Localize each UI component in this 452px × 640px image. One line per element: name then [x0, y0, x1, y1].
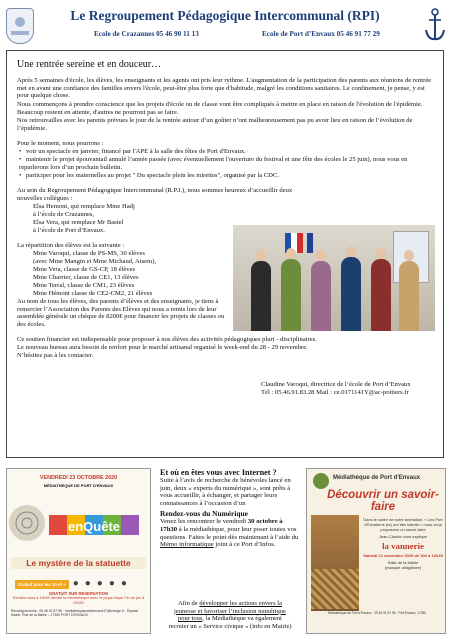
rpi-intro: Au sein du Regroupement Pédagogique Intercommunal (R.P.I.), nous sommes heureux d’accueillir deux nouvelles collègues :: [17, 187, 293, 202]
weave-photo: [311, 569, 359, 609]
colleague-line: à l’école de Port d’Envaux.: [33, 227, 105, 234]
class-line: Mme Charrier, classe de CE1, 13 élèves: [33, 274, 139, 281]
poster-date: VENDREDI 23 OCTOBRE 2020: [39, 475, 118, 481]
poster-info: Renseignements : 05 46 91 87 96 · mediathequeportdenvaux17@orange.fr · Espace Mairie, Rue de la Mairie – 17350 PORT D'ENVAUX: [11, 609, 139, 618]
thanks-paragraph: Au nom de tous les élèves, des parents d’élèves et des enseignants, je tiens à remercier l’Association des Parents des Elèves qui nous a remis lors de leur assemblée générale un chèque de 8200€ pour financer les projets de classes ou des écoles.: [17, 298, 225, 328]
bureau-paragraph: Le nouveau bureau aura besoin de renfort pour le marché artisanal organisé le week-end du 28 - 29 novembre.: [17, 344, 308, 351]
poster-heading: Le mystère de la statuette: [11, 557, 146, 569]
civic-service-note: Afin de développer les actions envers la jeunesse et favoriser l’inclusion numérique pour tous, la Médiathèque va également recruter un « Service civique » (info en Mairie): [168, 600, 292, 630]
internet-subtitle: Rendez-vous du Numérique: [160, 509, 248, 519]
colleague-line: Elsa Hemont, qui remplace Mme Hadj: [33, 203, 135, 210]
class-line: Mme Hémont classe de CE2-CM2, 21 élèves: [33, 290, 153, 297]
paragraph-2: Nous commençons à prendre conscience que les projets d'école ou de classe vont être compliqués à mettre en place en raison de l'évolution de l'épidémie. Beaucoup restent en attente, d'autres ne pourront pas se faire.: [17, 101, 423, 116]
internet-column: [160, 468, 300, 549]
class-line: Mme Varoqui, classe de PS-MS, 30 élèves: [33, 250, 145, 257]
poster-savoir-faire: [306, 468, 446, 634]
enquete-banner: [9, 501, 148, 555]
article-title: Une rentrée sereine et en douceur…: [17, 59, 162, 70]
internet-title: Et où en êtes vous avec Internet ?: [160, 468, 277, 477]
list-item: • voir un spectacle en janvier, financé par l'APE à la salle des fêtes de Port d'Envaux.: [19, 148, 246, 155]
signature-contact: Tél : 05.46.91.83.28 Mail : ce.0171141Y@ac-poitiers.fr: [261, 389, 409, 396]
paragraph-3: Nos retrouvailles avec les parents prévues le jour de la rentrée autour d’un goûter n’ont malheureusement pas pu avoir lieu en raison de l’évolution de l’épidémie.: [17, 117, 413, 132]
class-line: Mme Terral, classe de CM1, 23 élèves: [33, 282, 135, 289]
contact-line: N’hésitez pas à les contacter.: [17, 352, 94, 359]
class-line: (avec Mme Mangin et Mme Michaud, Atsem),: [33, 258, 157, 265]
mediatheque-logo-icon: [313, 473, 329, 489]
repartition-title: La répartition des élèves est la suivante :: [17, 242, 125, 249]
list-item: • maintenir le projet épouvantail annulé l’année passée (avec éventuellement l'ouverture du festival et une fête des écoles le 25 juin), nous vous en reparlerons lors d’un prochain bulletin.: [19, 156, 408, 171]
free-badge: Gratuit pour les 10 et +: [15, 580, 69, 589]
port-envaux-contact: Ecole de Port d’Envaux 05 46 91 77 29: [262, 30, 380, 38]
poster-footer: Médiathèque de Port d'Envaux · 05 46 91 87 96 · Port'Envaux, 17350: [327, 611, 427, 615]
colleague-line: à l’école de Crazannes,: [33, 211, 95, 218]
colleague-line: Elsa Vera, qui remplace Mr Bastel: [33, 219, 124, 226]
svg-text:enQuête: enQuête: [67, 519, 121, 534]
plans-intro: Pour le moment, nous pourrons :: [17, 140, 104, 147]
crazannes-contact: Ecole de Crazannes 05 46 90 11 13: [94, 30, 199, 38]
poster-free: GRATUIT SUR RESERVATION Rendez-vous à 19h30 devant la Médiathèque avec le pique-nique Fin du jeu à 22h30: [12, 591, 145, 605]
footprints-icon: Gratuit pour les 10 et + ●●●●●: [15, 573, 142, 589]
class-line: Mme Vera, classe de GS-CP, 18 élèves: [33, 266, 136, 273]
internet-intro: Suite à l’avis de recherche de bénévoles lancé en juin, deux « experts du numérique », sont prêts à vous accueillir, à échanger, et partager leurs connaissances à l’occasion d’un: [160, 477, 291, 507]
teachers-photo: [233, 225, 435, 331]
crazannes-crest-icon: [6, 8, 34, 44]
poster-header: Médiathèque de Port d'Envaux: [333, 475, 421, 481]
list-item: • participer pour les maternelles au projet " Du spectacle plein les mirettes", organisé par la CDC.: [19, 172, 279, 179]
page-title: Le Regroupement Pédagogique Intercommunal (RPI): [70, 8, 380, 23]
poster-details: Dans le cadre de notre animation, « Les Port d'Envaliens (re) ont des talents » nous vous proposons un savoir-faire Jean-Claude vous explique la vannerie Samedi 21 novembre 2020 de 10h à 12h30 Salle de la Mairie (masque obligatoire): [363, 517, 443, 570]
poster-venue: MÉDIATHEQUE DE PORT D'ENVAUX: [43, 483, 114, 488]
support-paragraph: Ce soutien financier est indispensable pour proposer à nos élèves des activités pédagogiques pluri - disciplinaires.: [17, 336, 317, 343]
header: [6, 6, 446, 46]
poster-big-title: Découvrir un savoir-faire: [327, 489, 439, 513]
anchor-icon: [424, 8, 446, 42]
poster-mystery: [6, 468, 151, 634]
paragraph-1: Après 5 semaines d'école, les élèves, les enseignants et les agents ont pris leur rythme. L'augmentation de la participation des parents aux réunions de rentrée met en avant une confiance des familles envers l'école, peut-être plus forte que d'habitude, malgré les conditions sanitaires. Le confinement, je pense, y est pour quelque chose.: [17, 77, 432, 100]
article-box: [6, 50, 444, 458]
internet-invitation: Venez les rencontrer le vendredi 30 octobre à 17h30 à la médiathèque, pour leur poser toutes vos questions. Faites le point dès maintenant à l’aide du Mémo informatique joint à ce Port d’Infos.: [160, 518, 299, 549]
signature: Claudine Varoqui, directrice de l’école de Port d’Envaux Tél : 05.46.91.83.28 Mail : ce.0171141Y@ac-poitiers.fr: [261, 381, 431, 397]
